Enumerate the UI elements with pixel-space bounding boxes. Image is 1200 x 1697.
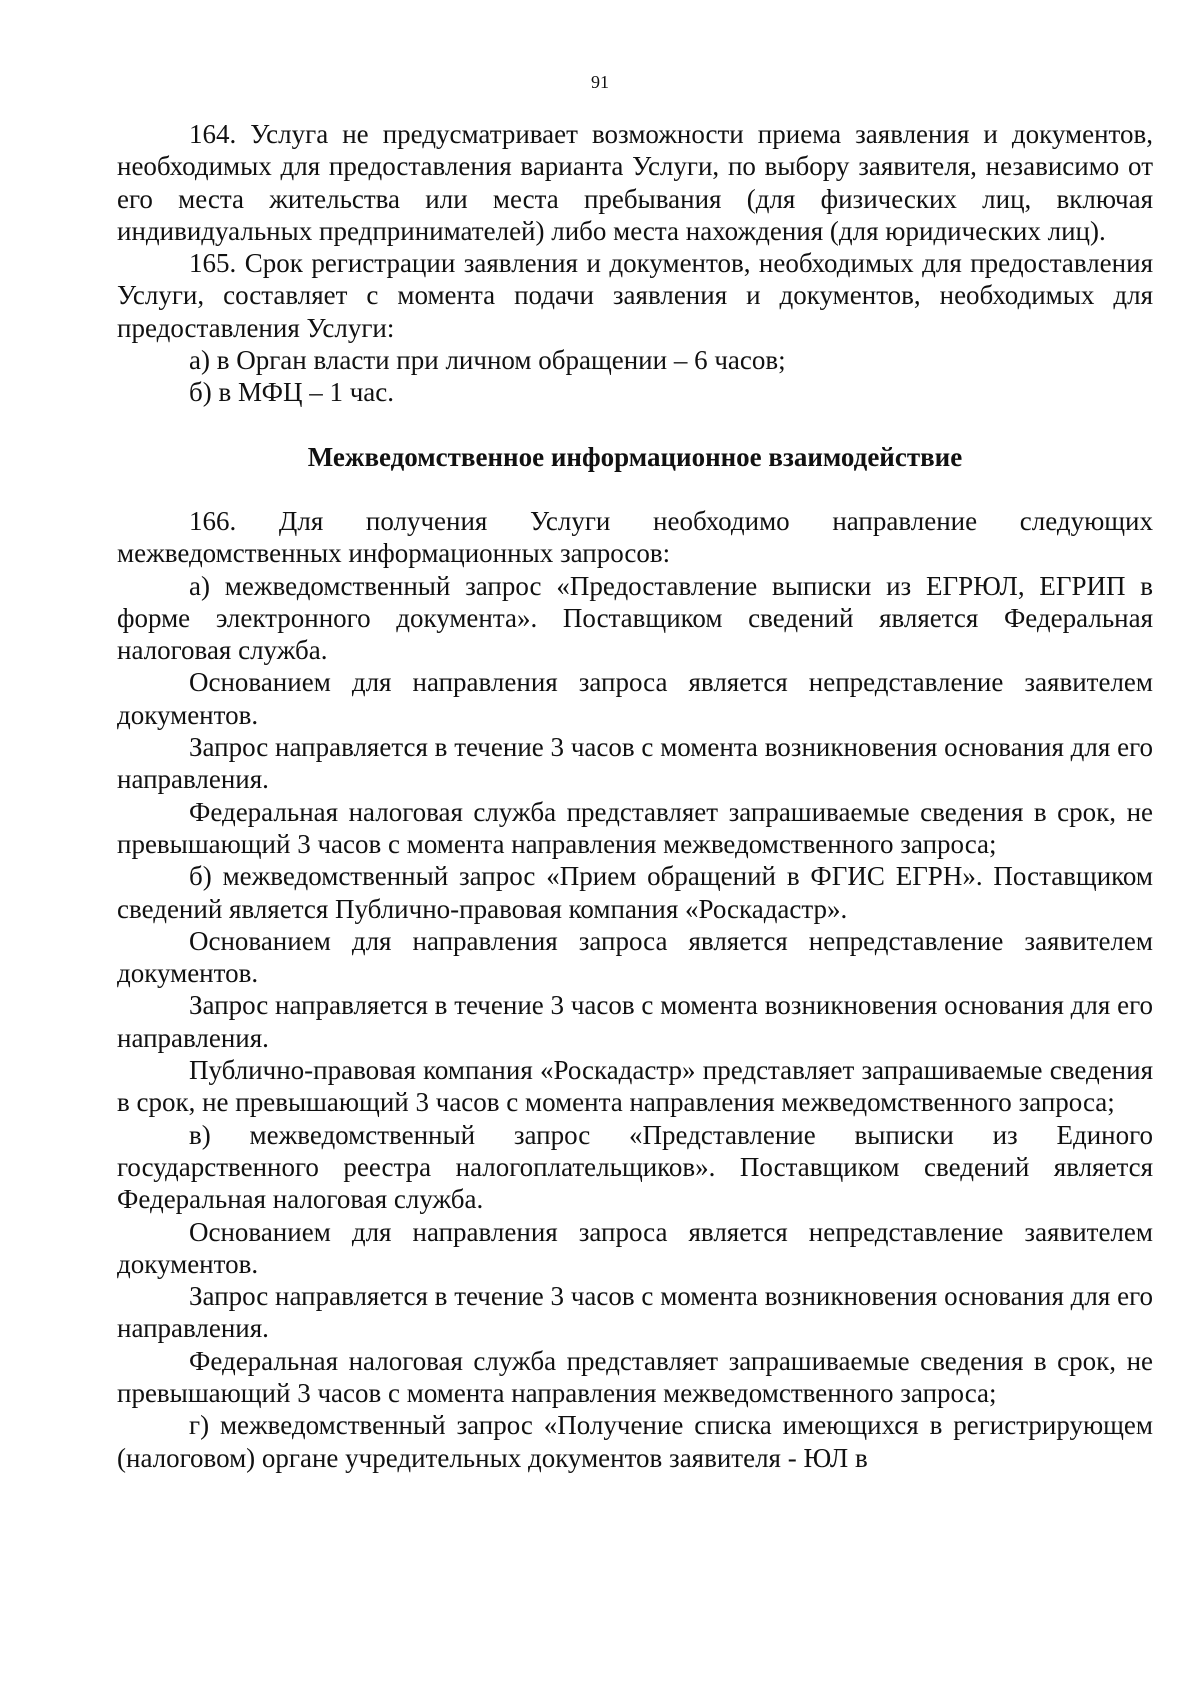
- paragraph-164: 164. Услуга не предусматривает возможности приема заявления и документов, необходимых для предоставления варианта Услуги, по выбору заявителя, независимо от его места жительства или места пребывания (для физических лиц, включая индивидуальных предпринимателей) либо места нахождения (для юридических лиц).: [117, 119, 1153, 246]
- section-heading: Межведомственное информационное взаимодействие: [307, 441, 963, 472]
- paragraph-response-term: Федеральная налоговая служба представляет запрашиваемые сведения в срок, не превышающий 3 часов с момента направления межведомственного запроса;: [117, 1345, 1153, 1408]
- paragraph-166-item-b: б) межведомственный запрос «Прием обращений в ФГИС ЕГРН». Поставщиком сведений является Публично-правовая компания «Роскадастр».: [117, 861, 1153, 924]
- paragraph-request-term: Запрос направляется в течение 3 часов с момента возникновения основания для его направления.: [117, 990, 1153, 1053]
- paragraph-166-item-a: а) межведомственный запрос «Предоставление выписки из ЕГРЮЛ, ЕГРИП в форме электронного документа». Поставщиком сведений является Федеральная налоговая служба.: [117, 570, 1153, 666]
- paragraph-166: 166. Для получения Услуги необходимо направление следующих межведомственных информационных запросов:: [117, 505, 1153, 569]
- paragraph-response-term: Публично-правовая компания «Роскадастр» представляет запрашиваемые сведения в срок, не превышающий 3 часов с момента направления межведомственного запроса;: [117, 1055, 1153, 1118]
- paragraph-basis: Основанием для направления запроса является непредставление заявителем документов.: [117, 667, 1153, 730]
- spacer: [117, 473, 1153, 505]
- paragraph-165-item-b: б) в МФЦ – 1 час.: [189, 377, 395, 408]
- paragraph-166-item-g: г) межведомственный запрос «Получение списка имеющихся в регистрирующем (налоговом) органе учредительных документов заявителя - ЮЛ в: [117, 1410, 1153, 1473]
- paragraph-request-term: Запрос направляется в течение 3 часов с момента возникновения основания для его направления.: [117, 732, 1153, 795]
- paragraph-request-term: Запрос направляется в течение 3 часов с момента возникновения основания для его направления.: [117, 1281, 1153, 1344]
- paragraph-166-item-v: в) межведомственный запрос «Представление выписки из Единого государственного реестра налогоплательщиков». Поставщиком сведений является Федеральная налоговая служба.: [117, 1119, 1153, 1215]
- document-body: [117, 118, 1153, 1474]
- spacer: [117, 409, 1153, 441]
- page-number: 91: [591, 72, 609, 92]
- paragraph-basis: Основанием для направления запроса является непредставление заявителем документов.: [117, 925, 1153, 989]
- paragraph-basis: Основанием для направления запроса является непредставление заявителем документов.: [117, 1216, 1153, 1279]
- paragraph-165: 165. Срок регистрации заявления и документов, необходимых для предоставления Услуги, составляет с момента подачи заявления и документов, необходимых для предоставления Услуги:: [117, 248, 1153, 343]
- paragraph-165-item-a: а) в Орган власти при личном обращении – 6 часов;: [189, 345, 786, 376]
- paragraph-response-term: Федеральная налоговая служба представляет запрашиваемые сведения в срок, не превышающий 3 часов с момента направления межведомственного запроса;: [117, 796, 1153, 859]
